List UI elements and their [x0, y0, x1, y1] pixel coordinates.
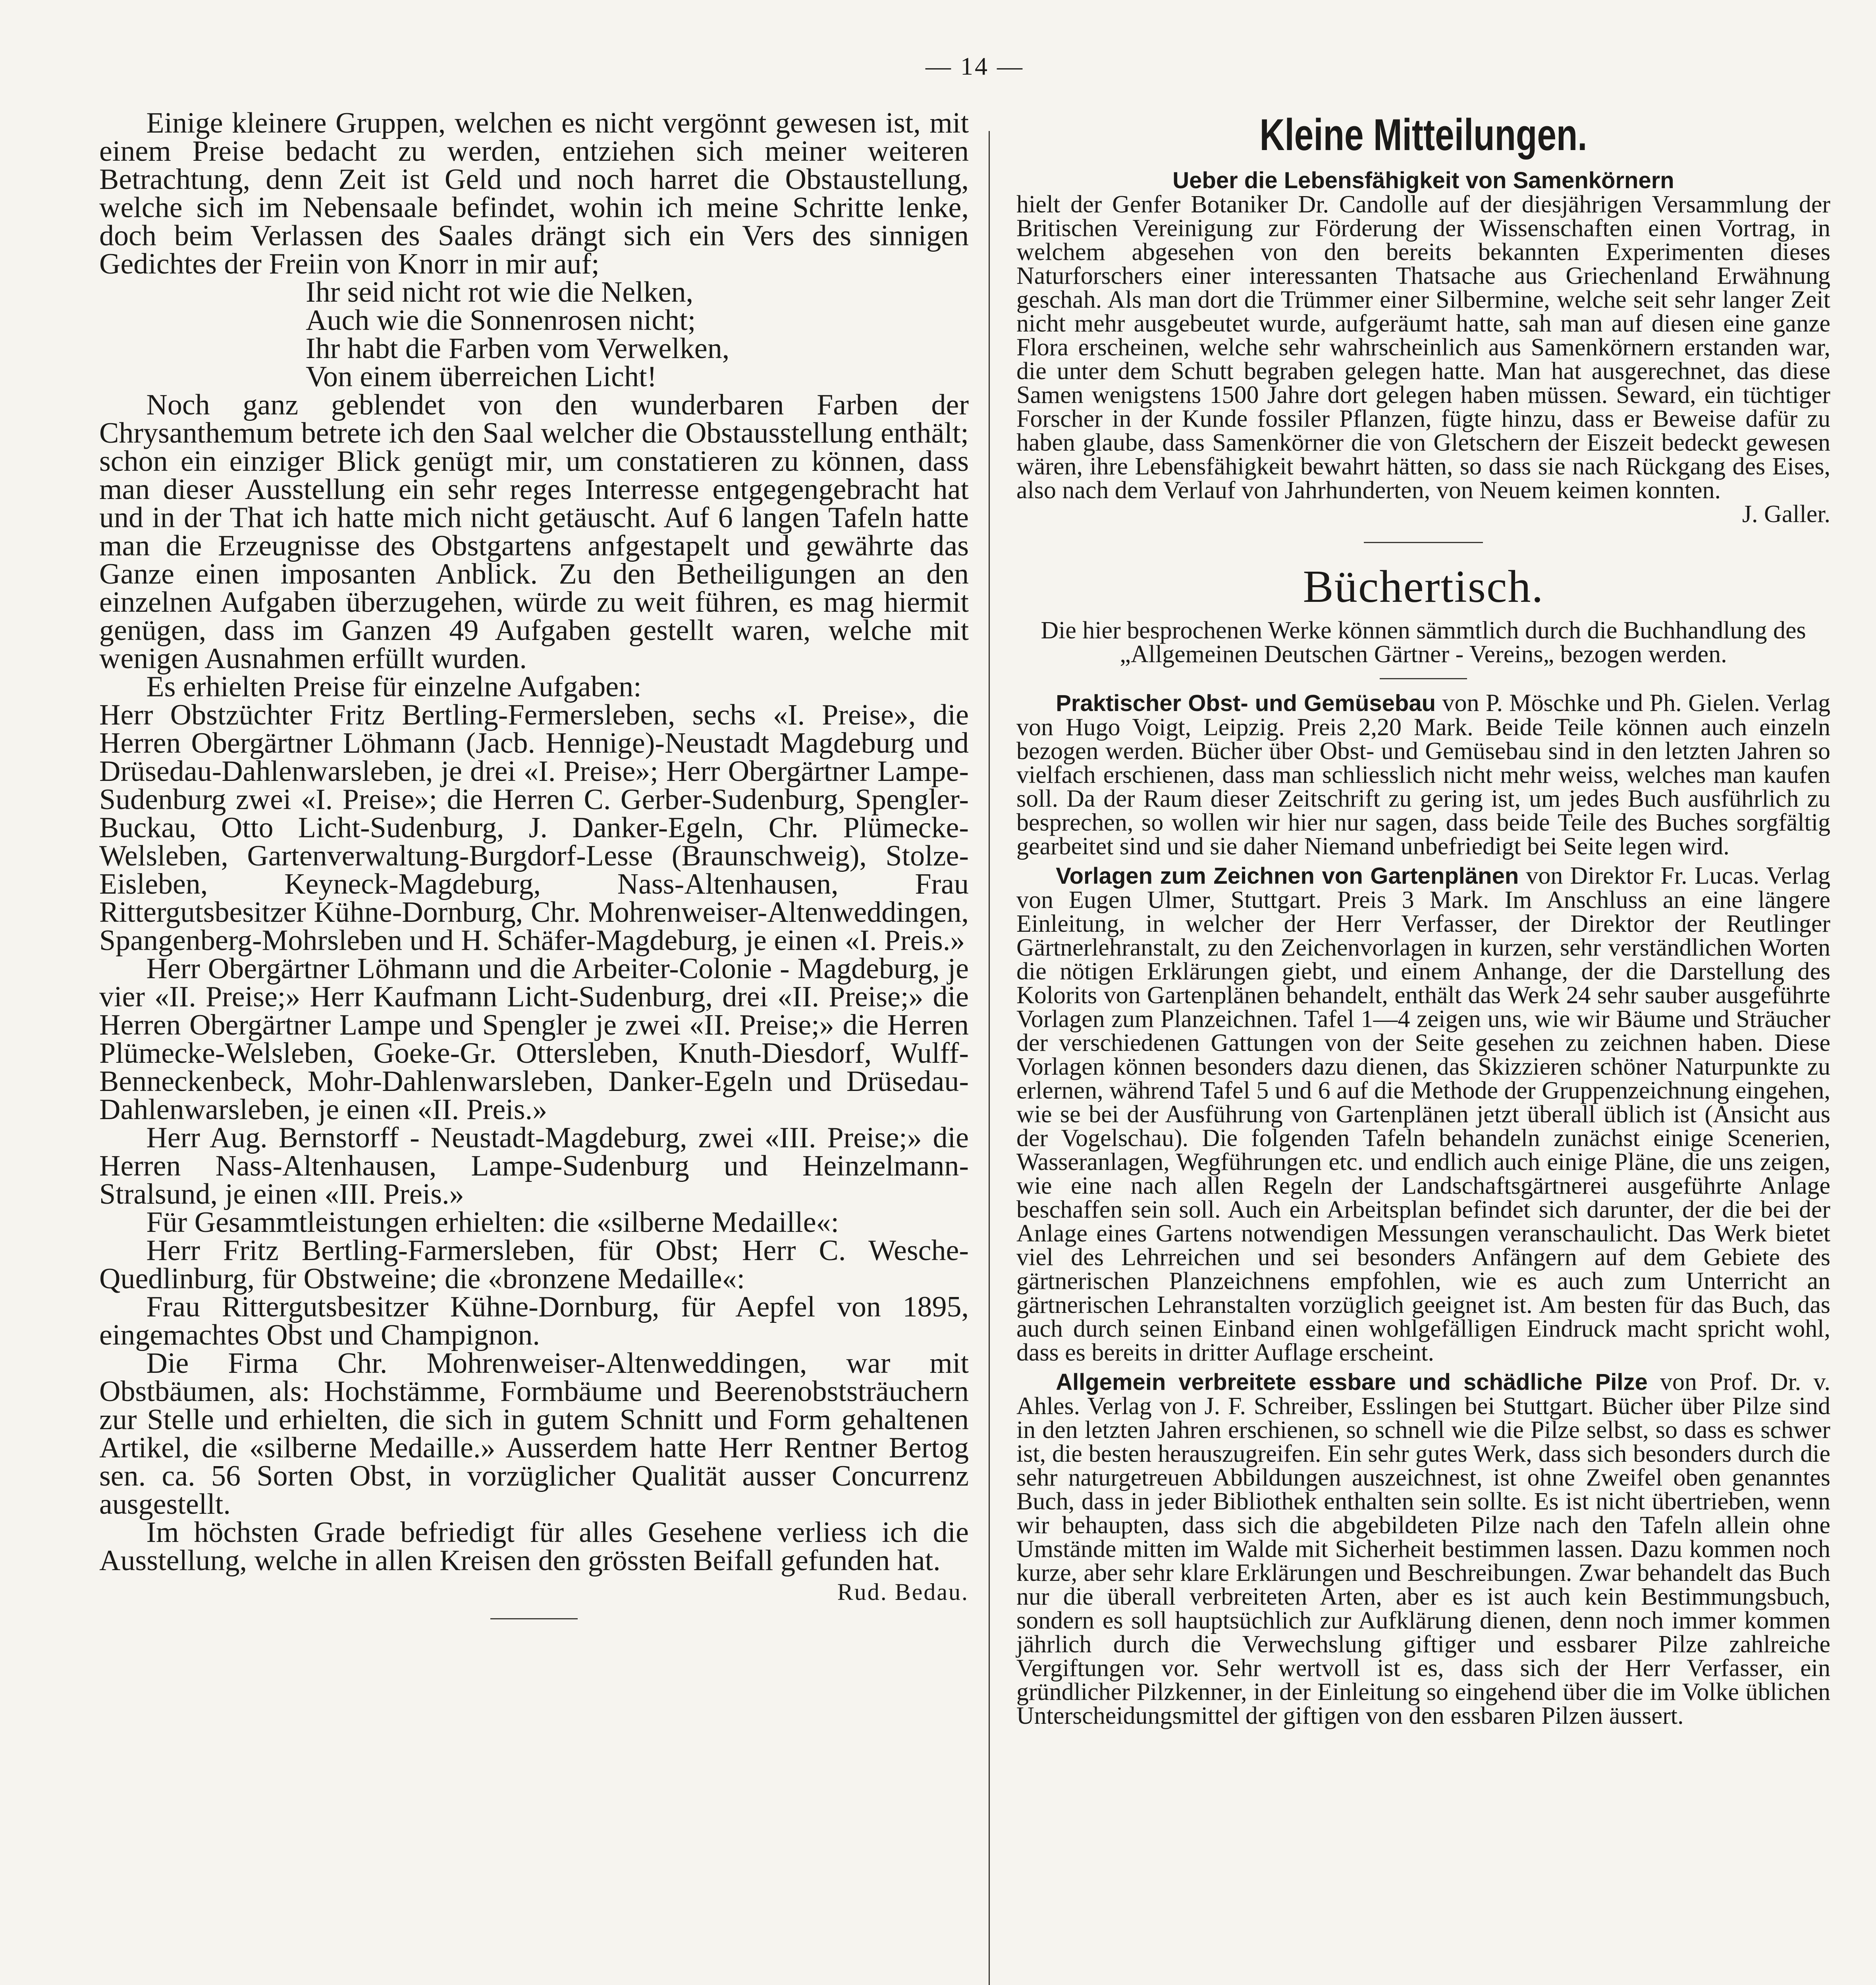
book-review — [1016, 691, 1830, 858]
paragraph-firm: Die Firma Chr. Mohrenweiser-Altenweddingen, war mit Obstbäumen, als: Hochstämme, Formbäume und Beerenobststräuchern zur Stelle und erhielten, die sich in gutem Schnitt und Form gehaltenen Artikel, die «silberne Medaille.» Ausserdem hatte Herr Rentner Bertog sen. ca. 56 Sorten Obst, in vorzüglicher Qualität ausser Concurrenz ausgestellt. — [99, 1347, 969, 1521]
signature: Rud. Bedau. — [837, 1579, 969, 1605]
article-title-seeds: Ueber die Lebensfähigkeit von Samenkörnern — [1172, 168, 1674, 193]
paragraph-overall-awards: Für Gesammtleistungen erhielten: die «silberne Medaille«: — [146, 1206, 839, 1239]
left-column — [99, 109, 969, 1631]
right-column — [1016, 109, 1830, 1728]
verse-line: Auch wie die Sonnenrosen nicht; — [306, 304, 696, 337]
verse-line: Ihr habt die Farben vom Verwelken, — [306, 332, 730, 365]
paragraph-chrysanthemum: Noch ganz geblendet von den wunderbaren Farben der Chrysanthemum betrete ich den Saal welcher die Obstausstellung enthält; schon ein einziger Blick genügt mir, um constatieren zu können, dass man dieser Ausstellung ein sehr reges Interresse entgegengebracht hat und in der That ich hatte mich nicht getäuscht. Auf 6 langen Tafeln hatte man die Erzeugnisse des Obstgartens anfgestapelt und gewährte das Ganze einen imposanten Anblick. Zu den Betheiligungen an den einzelnen Aufgaben überzugehen, würde zu weit führen, es mag hiermit genügen, dass im Ganzen 49 Aufgaben gestellt waren, welche mit wenigen Ausnahmen erfüllt wurden. — [99, 389, 969, 675]
verse-line: Von einem überreichen Licht! — [306, 360, 657, 393]
book-review-text: von Direktor Fr. Lucas. Verlag von Eugen Ulmer, Stuttgart. Preis 3 Mark. Im Anschluss an eine längere Einleitung, in welcher der Herr Verfasser, der Direktor der Reutlinger Gärtnerlehranstalt, zu den Zeichenvorlagen in kurzen, sehr verständlichen Worten die nötigen Erklärungen giebt, und einem Anhange, der die Darstellung des Kolorits von Gartenplänen behandelt, enthält das Werk 24 sehr sauber ausgeführte Vorlagen zum Planzeichnen. Tafel 1—4 zeigen uns, wie wir Bäume und Sträucher der verschiedenen Gattungen von der Seite gesehen zu zeichnen haben. Diese Vorlagen können besonders dazu dienen, das Skizzieren schöner Naturpunkte zu erlernen, während Tafel 5 und 6 auf die Methode der Gruppenzeichnung eingehen, wie se bei der Ausführung von Gartenplänen jetzt überall üblich ist (Ansicht aus der Vogelschau). Die folgenden Tafeln behandeln zunächst einige Scenerien, Wasseranlagen, Wegführungen etc. und endlich auch einige Pläne, die uns zeigen, wie eine nach allen Regeln der Landschaftsgärtnerei ausgeführte Anlage beschaffen sein soll. Auch ein Arbeitsplan befindet sich darunter, der die bei der Anlage eines Gartens notwendigen Messungen veranschaulicht. Das Werk bietet viel des Lehrreichen und sei besonders Anfängern auf dem Gebiete des gärtnerischen Planzeichnens empfohlen, wie es auch zum Unterricht an gärtnerischen Lehranstalten vorzüglich geeignet ist. Am besten für das Buch, das auch durch seinen Einband einen wohlgefälligen Eindruck macht spricht wohl, dass es bereits in dritter Auflage erscheint. — [1016, 862, 1830, 1366]
section-title-kleine-mitteilungen: Kleine Mitteilungen. — [1259, 110, 1587, 160]
article-author: J. Galler. — [1742, 501, 1830, 528]
paragraph-first-prizes: Herr Obstzüchter Fritz Bertling-Fermersleben, sechs «I. Preise», die Herren Obergärtner Löhmann (Jacb. Hennige)-Neustadt Magdeburg und Drüsedau-Dahlenwarsleben, je drei «I. Preise»; Herr Obergärtner Lampe-Sudenburg zwei «I. Preise»; die Herren C. Gerber-Sudenburg, Spengler-Buckau, Otto Licht-Sudenburg, J. Danker-Egeln, Chr. Plümecke-Welsleben, Gartenverwaltung-Burgdorf-Lesse (Braunschweig), Stolze-Eisleben, Keyneck-Magdeburg, Nass-Altenhausen, Frau Rittergutsbesitzer Kühne-Dornburg, Chr. Mohrenweiser-Altenweddingen, Spangenberg-Mohrsleben und H. Schäfer-Magdeburg, je einen «I. Preis.» — [99, 699, 969, 957]
paragraph-intro: Einige kleinere Gruppen, welchen es nicht vergönnt gewesen ist, mit einem Preise bedacht zu werden, entziehen sich meiner weiteren Betrachtung, denn Zeit ist Geld und noch harret die Obstaustellung, welche sich im Nebensaale befindet, wohin ich meine Schritte lenke, doch beim Verlassen des Saales drängt sich ein Vers des sinnigen Gedichtes der Freiin von Knorr in mir auf; — [99, 107, 969, 280]
paragraph-third-prizes: Herr Aug. Bernstorff - Neustadt-Magdeburg, zwei «III. Preise;» die Herren Nass-Altenhausen, Lampe-Sudenburg und Heinzelmann-Stralsund, je einen «III. Preis.» — [99, 1122, 969, 1210]
paragraph-prizes-intro: Es erhielten Preise für einzelne Aufgaben: — [146, 671, 642, 703]
section-rule — [1364, 542, 1483, 543]
paragraph-second-prizes: Herr Obergärtner Löhmann und die Arbeiter-Colonie - Magdeburg, je vier «II. Preise;» Herr Kaufmann Licht-Sudenburg, drei «II. Preise;» die Herren Obergärtner Lampe und Spengler je zwei «II. Preise;» die Herren Plümecke-Welsleben, Goeke-Gr. Ottersleben, Knuth-Diesdorf, Wulff-Benneckenbeck, Mohr-Dahlenwarsleben, Danker-Egeln und Drüsedau-Dahlenwarsleben, je einen «II. Preis.» — [99, 952, 969, 1126]
book-review — [1016, 864, 1830, 1364]
book-review — [1016, 1370, 1830, 1728]
paragraph-bronze-medal: Frau Rittergutsbesitzer Kühne-Dornburg, für Aepfel von 1895, eingemachtes Obst und Champignon. — [99, 1291, 969, 1351]
section-rule — [490, 1618, 578, 1619]
paragraph-closing: Im höchsten Grade befriedigt für alles Gesehene verliess ich die Ausstellung, welche in allen Kreisen den grössten Beifall gefunden hat. — [99, 1516, 969, 1577]
book-review-text: von Prof. Dr. v. Ahles. Verlag von J. F. Schreiber, Esslingen bei Stuttgart. Bücher über Pilze sind in den letzten Jahren erschienen, so schnell wie die Pilze selbst, so dass es schwer ist, die besten herauszugreifen. Ein sehr gutes Werk, dass sich besonders durch die sehr naturgetreuen Abbildungen auszeichnest, ist ohne Zweifel oben genanntes Buch, dass in jeder Bibliothek enthalten sein sollte. Es ist nicht übertrieben, wenn wir behaupten, dass sich die abgebildeten Pilze nach den Tafeln allein ohne Umstände mitten im Walde mit Sicherheit bestimmen lassen. Dazu kommen noch kurze, aber sehr klare Erklärungen und Beschreibungen. Zwar behandelt das Buch nur die überall verbreiteten Arten, aber es ist auch kein Bestimmungsbuch, sondern es soll hauptsüchlich zur Aufklärung dienen, denn noch immer kommen jährlich durch die Verwechslung giftiger und essbarer Pilze zahlreiche Vergiftungen vor. Sehr wertvoll ist es, dass sich der Herr Verfasser, ein gründlicher Pilzkenner, in der Einleitung so eingehend über die im Volke üblichen Unterscheidungsmittel der giftigen von den essbaren Pilzen äussert. — [1016, 1368, 1831, 1729]
book-title: Vorlagen zum Zeichnen von Gartenplänen — [1056, 863, 1519, 889]
book-title: Praktischer Obst- und Gemüsebau — [1056, 690, 1436, 716]
verse-line: Ihr seid nicht rot wie die Nelken, — [306, 276, 694, 308]
article-text-seeds: hielt der Genfer Botaniker Dr. Candolle auf der diesjährigen Versammlung der Britischen Vereinigung zur Förderung der Wissenschaften einen Vortrag, in welchem abgesehen von den bereits bekannten Experimenten dieses Naturforschers einer interessanten Thatsache aus Griechenland Erwähnung geschah. Als man dort die Trümmer einer Silbermine, welche seit sehr langer Zeit nicht mehr ausgebeutet wurde, aufgeräumt hatte, sah man auf diesen eine ganze Flora erscheinen, welche sehr wahrscheinlich aus Samenkörnern erstanden war, die unter dem Schutt begraben gelegen hatte. Man hat ausgerechnet, das diese Samen wenigstens 1500 Jahre dort gelegen haben müssen. Seward, ein tüchtiger Forscher in der Kunde fossiler Pflanzen, fügte hinzu, dass er Beweise dafür zu haben glaube, dass Samenkörner die von Gletschern der Eiszeit bedeckt gewesen wären, ihre Lebensfähigkeit bewahrt hätten, so dass sie nach Rückgang des Eises, also nach dem Verlauf von Jahrhunderten, von Neuem keimen konnten. — [1016, 191, 1830, 504]
book-title: Allgemein verbreitete essbare und schädliche Pilze — [1056, 1369, 1648, 1395]
page-number: — 14 — — [925, 52, 1024, 80]
section-title-buechertisch: Büchertisch. — [1303, 561, 1544, 612]
buechertisch-intro: Die hier besprochenen Werke können sämmtlich durch die Buchhandlung des „Allgemeinen Deutschen Gärtner - Vereins„ bezogen werden. — [1041, 617, 1806, 668]
poem-verse — [306, 278, 969, 391]
section-rule — [1380, 678, 1467, 679]
paragraph-silver-medal: Herr Fritz Bertling-Farmersleben, für Obst; Herr C. Wesche-Quedlinburg, für Obstweine; die «bronzene Medaille«: — [99, 1234, 969, 1295]
column-divider — [989, 131, 990, 1985]
book-review-text: von P. Möschke und Ph. Gielen. Verlag von Hugo Voigt, Leipzig. Preis 2,20 Mark. Beide Teile können auch einzeln bezogen werden. Bücher über Obst- und Gemüsebau sind in den letzten Jahren so vielfach erschienen, dass man schliesslich nicht mehr weiss, welches man kaufen soll. Da der Raum dieser Zeitschrift zu gering ist, um jedes Buch ausführlich zu besprechen, so wollen wir hier nur sagen, dass beide Teile des Buches sorgfältig gearbeitet sind und sie daher Niemand unbefriedigt bei Seite legen wird. — [1016, 690, 1831, 860]
